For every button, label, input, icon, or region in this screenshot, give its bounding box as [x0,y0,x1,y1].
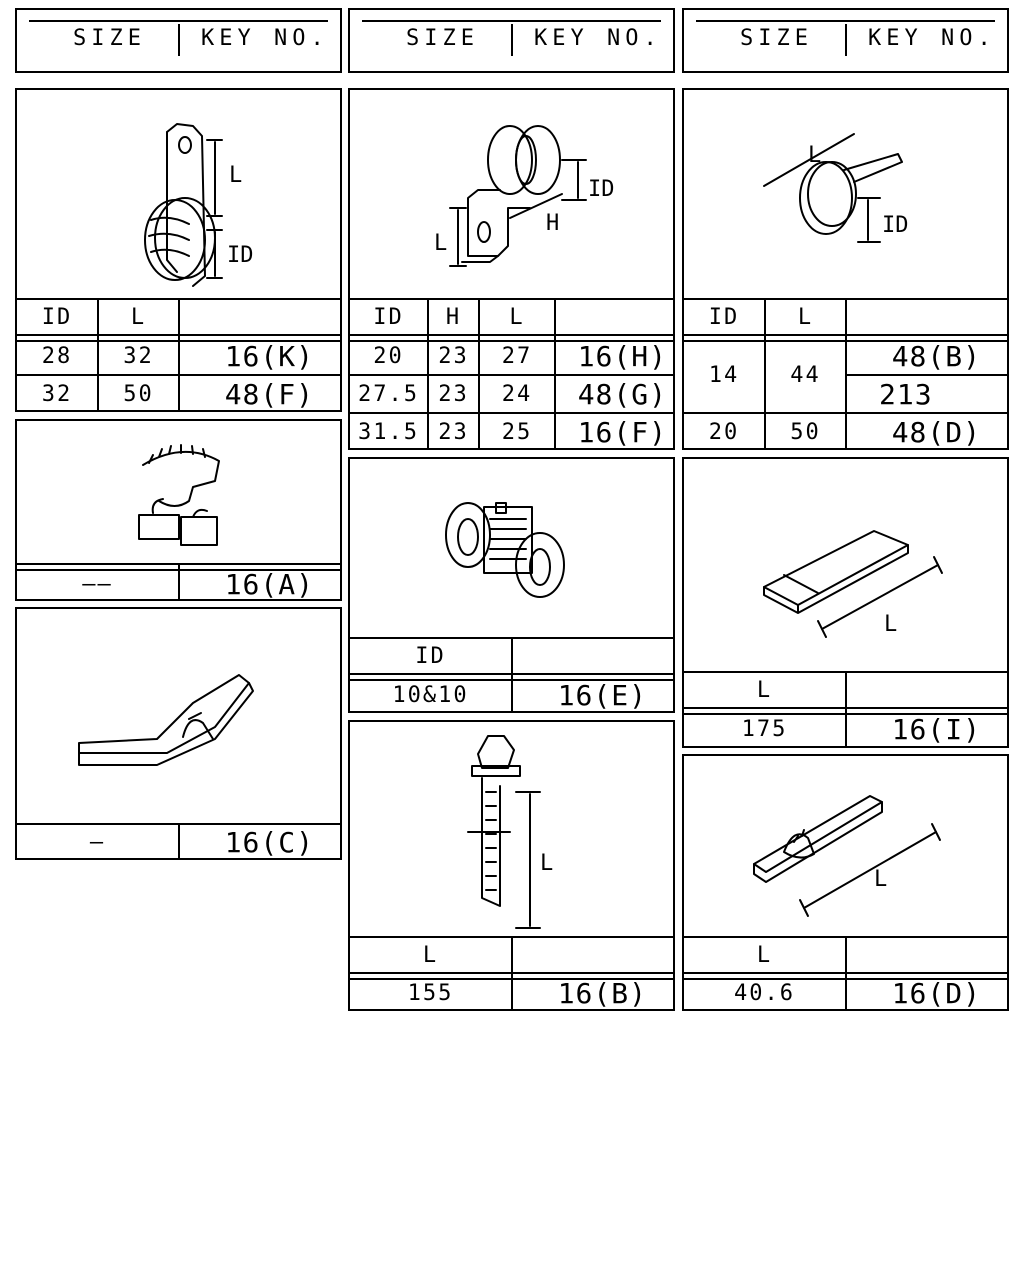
cell-key: 48(F) [224,377,314,411]
cell-key-secondary: 213 [879,377,933,411]
cell-id: 10&10 [392,682,469,708]
panel-clip-k-f [15,88,342,412]
cell-id: 32 [41,381,73,407]
dim-label-l: L [808,143,822,168]
dim-label-l: L [874,867,888,892]
cell-key: 48(G) [577,377,667,411]
cell-key: 16(D) [891,977,981,1010]
tie-d-illustration [684,756,1007,936]
cell-l: 40.6 [734,981,795,1006]
cell-key: 16(B) [557,977,647,1010]
col-header-id: ID [415,643,446,669]
key-no-header: KEY NO. [534,26,662,51]
cell-key: 16(F) [577,415,667,449]
dim-label-h: H [546,211,560,236]
size-header: SIZE [406,26,479,51]
col-header-l: L [756,942,773,968]
panel-band-b-d [682,88,1009,450]
cell-size: — [89,830,106,855]
dim-label-id: ID [588,177,615,202]
size-header: SIZE [740,26,813,51]
cell-key: 48(D) [891,415,981,449]
cell-l: 50 [790,419,821,445]
cell-key: 16(C) [224,826,314,859]
col-header-l: L [509,304,525,330]
cell-h: 23 [438,419,469,445]
cell-l: 175 [741,716,788,742]
panel-tie-d [682,754,1009,1011]
clip-a-illustration [17,421,340,563]
dim-label-l: L [884,612,898,637]
col-header-h: H [445,304,462,330]
dim-label-l: L [229,163,243,188]
cell-l: 155 [407,981,454,1006]
header-col-1 [15,8,342,73]
cell-id: 28 [41,343,73,369]
size-header: SIZE [73,26,146,51]
dim-label-l: L [540,851,554,876]
dim-label-id: ID [882,213,909,238]
cell-h: 23 [438,381,469,407]
cell-key: 16(I) [891,712,981,746]
cell-size: —— [82,571,113,597]
key-no-header: KEY NO. [201,26,329,51]
col-header-l: L [422,942,439,968]
cell-id: 20 [708,419,740,445]
col-header-l: L [797,304,814,330]
cell-key: 16(E) [557,678,647,712]
tie-b-illustration [350,722,673,936]
cell-key: 16(H) [577,339,667,373]
band-clamp-illustration [684,90,1007,300]
cell-id: 27.5 [358,381,419,407]
cell-l: 50 [123,381,154,407]
dim-label-id: ID [227,243,254,268]
cell-id: 20 [373,343,404,369]
header-col-3 [682,8,1009,73]
cell-id: 14 [708,362,740,388]
col-header-l: L [130,304,147,330]
cell-l: 27 [501,343,533,369]
cell-key: 16(K) [224,339,314,373]
cell-key: 16(A) [224,567,314,601]
tape-illustration [684,459,1007,671]
cell-l: 44 [790,362,821,388]
col-header-l: L [756,677,773,703]
col-header-id: ID [708,304,740,330]
key-no-header: KEY NO. [868,26,996,51]
panel-tape-i [682,457,1009,748]
clip-tab-illustration [17,90,340,300]
col-header-id: ID [41,304,73,330]
cell-l: 24 [501,381,533,407]
panel-tie-b [348,720,675,1011]
cell-l: 32 [123,343,154,369]
cell-l: 25 [501,419,533,445]
header-col-2 [348,8,675,73]
cell-h: 23 [438,343,469,369]
panel-clip-a [15,419,342,601]
tie-c-illustration [17,609,340,823]
panel-clip-e [348,457,675,713]
panel-clip-h-g-f [348,88,675,450]
clip-e-illustration [350,459,673,637]
clip-bracket-illustration [350,90,673,300]
dim-label-l: L [434,231,448,256]
cell-key: 48(B) [891,339,981,373]
col-header-id: ID [373,304,404,330]
panel-tie-c [15,607,342,860]
cell-id: 31.5 [358,419,419,445]
